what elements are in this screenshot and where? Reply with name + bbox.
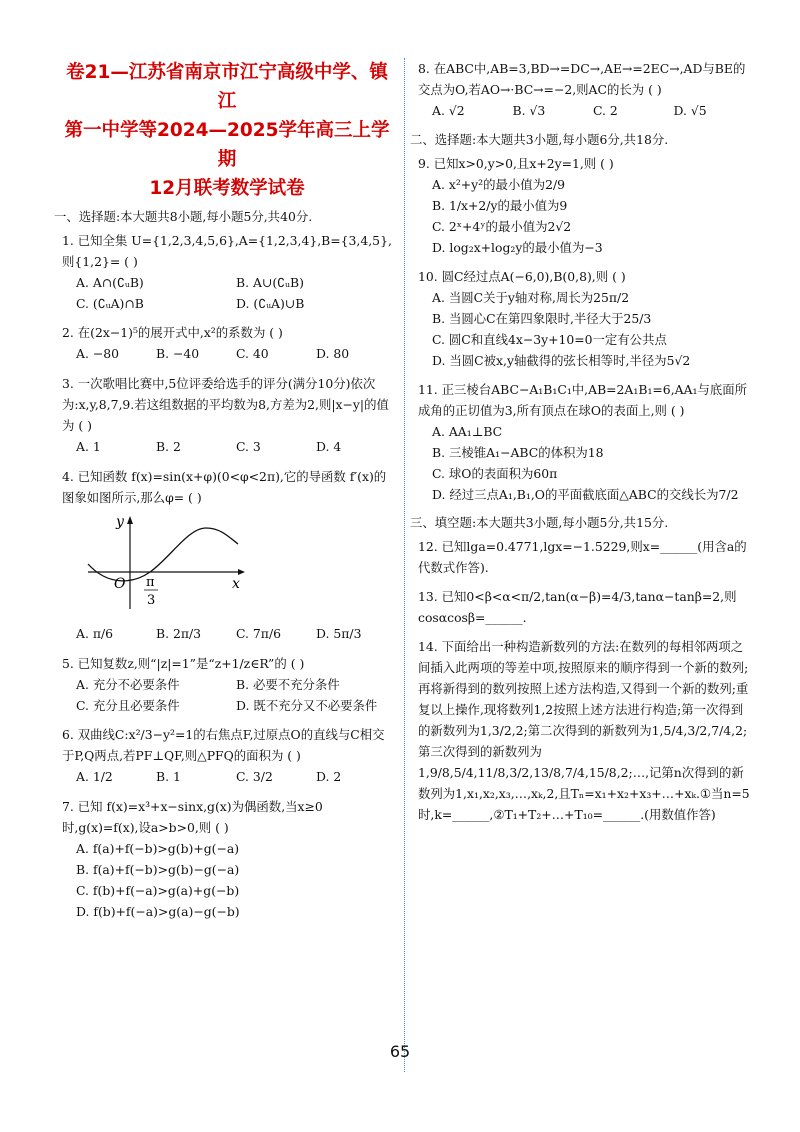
option-d: D. log₂x+log₂y的最小值为−3 xyxy=(432,240,603,255)
question-11 xyxy=(414,379,754,505)
question-5-text: 5. 已知复数z,则“|z|=1”是“z+1/z∈R”的 ( ) xyxy=(62,656,305,671)
option-a: A. 1 xyxy=(76,439,101,454)
option-d: D. 4 xyxy=(316,439,342,454)
tick-label-numerator: π xyxy=(146,575,155,590)
x-axis-arrow-icon xyxy=(238,569,245,575)
option-b: B. 1/x+2/y的最小值为9 xyxy=(432,198,568,213)
question-14-text: 14. 下面给出一种构造新数列的方法:在数列的每相邻两项之间插入此两项的等差中项,按照原来的顺序得到一个新的数列;再将新得到的数列按照上述方法构造,又得到一个新的数列;重复以上操作,现将数列1,2按照上述方法进行构造;第一次得到的新数列为1,3/2,2;第二次得到的新数列为1,5/4,3/2,7/4,2;第三次得到的新数列为1,9/8,5/4,11/8,3/2,13/8,7/4,15/8,2;…,记第n次得到的新数列为1,x₁,x₂,x₃,…,xₖ,2,且Tₙ=x₁+x₂+x₃+…+xₖ.①当n=5时,k=______,②T₁+T₂+…+T₁₀=______.(用数值作答) xyxy=(418,639,750,822)
question-4 xyxy=(58,466,396,645)
question-11-options xyxy=(432,421,754,505)
option-b: B. −40 xyxy=(156,346,200,361)
exam-title xyxy=(58,58,396,203)
question-4-text: 4. 已知函数 f(x)=sin(x+φ)(0<φ<2π),它的导函数 f′(x)的图象如图所示,那么φ= ( ) xyxy=(62,469,387,505)
question-8 xyxy=(414,58,754,122)
x-label: x xyxy=(232,576,240,592)
option-a: A. √2 xyxy=(432,103,465,118)
option-c: C. 2ˣ+4ʸ的最小值为2√2 xyxy=(432,219,572,234)
question-12 xyxy=(414,536,754,578)
option-c: C. 球O的表面积为60π xyxy=(432,466,558,481)
option-d: D. 2 xyxy=(316,769,342,784)
option-c: C. 3 xyxy=(236,439,261,454)
column-divider xyxy=(404,58,405,1072)
option-c: C. 40 xyxy=(236,346,269,361)
option-b: B. f(a)+f(−b)>g(b)−g(−a) xyxy=(76,862,240,877)
question-2-text: 2. 在(2x−1)⁵的展开式中,x²的系数为 ( ) xyxy=(62,325,283,340)
section-heading-1: 一、选择题:本大题共8小题,每小题5分,共40分. xyxy=(54,209,313,224)
option-c: C. 充分且必要条件 xyxy=(76,698,180,713)
question-10-text: 10. 圆C经过点A(−6,0),B(0,8),则 ( ) xyxy=(418,269,626,284)
section-heading-3: 三、填空题:本大题共3小题,每小题5分,共15分. xyxy=(410,515,669,530)
option-a: A. AA₁⊥BC xyxy=(432,424,503,439)
question-9-text: 9. 已知x>0,y>0,且x+2y=1,则 ( ) xyxy=(418,156,614,171)
page-number: 65 xyxy=(389,1042,411,1061)
option-d: D. f(b)+f(−a)>g(a)−g(−b) xyxy=(76,904,240,919)
option-c: C. 圆C和直线4x−3y+10=0一定有公共点 xyxy=(432,332,667,347)
derivative-graph xyxy=(78,514,248,614)
question-2 xyxy=(58,322,396,365)
option-a: A. x²+y²的最小值为2/9 xyxy=(432,177,566,192)
option-b: B. 2π/3 xyxy=(156,626,202,641)
option-b: B. √3 xyxy=(512,103,546,118)
question-1-options xyxy=(76,272,396,314)
y-label: y xyxy=(116,514,124,530)
origin-label: O xyxy=(114,576,126,592)
question-8-options xyxy=(432,100,754,122)
option-d: D. 5π/3 xyxy=(316,626,362,641)
question-9 xyxy=(414,153,754,258)
option-b: B. 当圆心C在第四象限时,半径大于25/3 xyxy=(432,311,652,326)
option-a: A. 1/2 xyxy=(76,769,113,784)
question-1 xyxy=(58,230,396,314)
option-d: D. 既不充分又不必要条件 xyxy=(236,698,378,713)
y-axis-arrow-icon xyxy=(127,516,133,524)
title-line-3: 12月联考数学试卷 xyxy=(149,178,305,199)
option-a: A. 当圆C关于y轴对称,周长为25π/2 xyxy=(432,290,630,305)
question-7-text: 7. 已知 f(x)=x³+x−sinx,g(x)为偶函数,当x≥0时,g(x)=f(x),设a>b>0,则 ( ) xyxy=(62,799,323,835)
question-6 xyxy=(58,724,396,788)
question-7 xyxy=(58,796,396,922)
option-d: D. 当圆C被x,y轴截得的弦长相等时,半径为5√2 xyxy=(432,353,691,368)
option-a: A. π/6 xyxy=(76,626,114,641)
question-6-options xyxy=(76,766,396,788)
question-12-text: 12. 已知lga=0.4771,lgx=−1.5229,则x=______(用含a的代数式作答). xyxy=(418,539,747,575)
question-13 xyxy=(414,586,754,628)
left-column xyxy=(54,58,396,930)
question-11-text: 11. 正三棱台ABC−A₁B₁C₁中,AB=2A₁B₁=6,AA₁与底面所成角的正切值为3,所有顶点在球O的表面上,则 ( ) xyxy=(418,382,748,418)
question-3-text: 3. 一次歌唱比赛中,5位评委给选手的评分(满分10分)依次为:x,y,8,7,9.若这组数据的平均数为8,方差为2,则|x−y|的值为 ( ) xyxy=(62,376,389,433)
section-heading-2: 二、选择题:本大题共3小题,每小题6分,共18分. xyxy=(410,132,669,147)
question-3-options xyxy=(76,436,396,458)
question-5 xyxy=(58,653,396,716)
question-3 xyxy=(58,373,396,458)
option-d: D. 经过三点A₁,B₁,O的平面截底面△ABC的交线长为7/2 xyxy=(432,487,739,502)
title-line-1: 卷21—江苏省南京市江宁高级中学、镇江 xyxy=(66,62,388,112)
question-4-options xyxy=(76,623,396,645)
option-a: A. A∩(∁ᵤB) xyxy=(76,275,144,290)
option-b: B. 三棱锥A₁−ABC的体积为18 xyxy=(432,445,604,460)
option-b: B. 必要不充分条件 xyxy=(236,677,340,692)
option-c: C. f(b)+f(−a)>g(a)+g(−b) xyxy=(76,883,240,898)
option-c: C. 3/2 xyxy=(236,769,273,784)
title-line-2: 第一中学等2024—2025学年高三上学期 xyxy=(64,120,390,170)
option-b: B. A∪(∁ᵤB) xyxy=(236,275,304,290)
option-c: C. (∁ᵤA)∩B xyxy=(76,296,144,311)
question-13-text: 13. 已知0<β<α<π/2,tan(α−β)=4/3,tanα−tanβ=2,则cosαcosβ=______. xyxy=(418,589,737,625)
option-b: B. 2 xyxy=(156,439,181,454)
option-d: D. √5 xyxy=(673,103,707,118)
option-d: D. (∁ᵤA)∪B xyxy=(236,296,305,311)
question-10 xyxy=(414,266,754,371)
option-b: B. 1 xyxy=(156,769,181,784)
question-10-options xyxy=(432,287,754,371)
option-a: A. −80 xyxy=(76,346,119,361)
question-5-options xyxy=(76,674,396,716)
question-6-text: 6. 双曲线C:x²/3−y²=1的右焦点F,过原点O的直线与C相交于P,Q两点,若PF⊥QF,则△PFQ的面积为 ( ) xyxy=(62,727,385,763)
question-14 xyxy=(414,636,754,825)
option-a: A. f(a)+f(−b)>g(b)+g(−a) xyxy=(76,841,240,856)
tick-label-denominator: 3 xyxy=(147,593,156,608)
question-9-options xyxy=(432,174,754,258)
right-column xyxy=(410,58,754,833)
option-c: C. 2 xyxy=(593,103,618,118)
derivative-curve xyxy=(88,528,238,581)
question-7-options xyxy=(76,838,396,922)
option-a: A. 充分不必要条件 xyxy=(76,677,180,692)
question-1-text: 1. 已知全集 U={1,2,3,4,5,6},A={1,2,3,4},B={3,4,5},则{1,2}= ( ) xyxy=(62,233,392,269)
option-c: C. 7π/6 xyxy=(236,626,282,641)
option-d: D. 80 xyxy=(316,346,350,361)
question-2-options xyxy=(76,343,396,365)
question-8-text: 8. 在ABC中,AB=3,BD→=DC→,AE→=2EC→,AD与BE的交点为O,若AO→·BC→=−2,则AC的长为 ( ) xyxy=(418,61,746,97)
